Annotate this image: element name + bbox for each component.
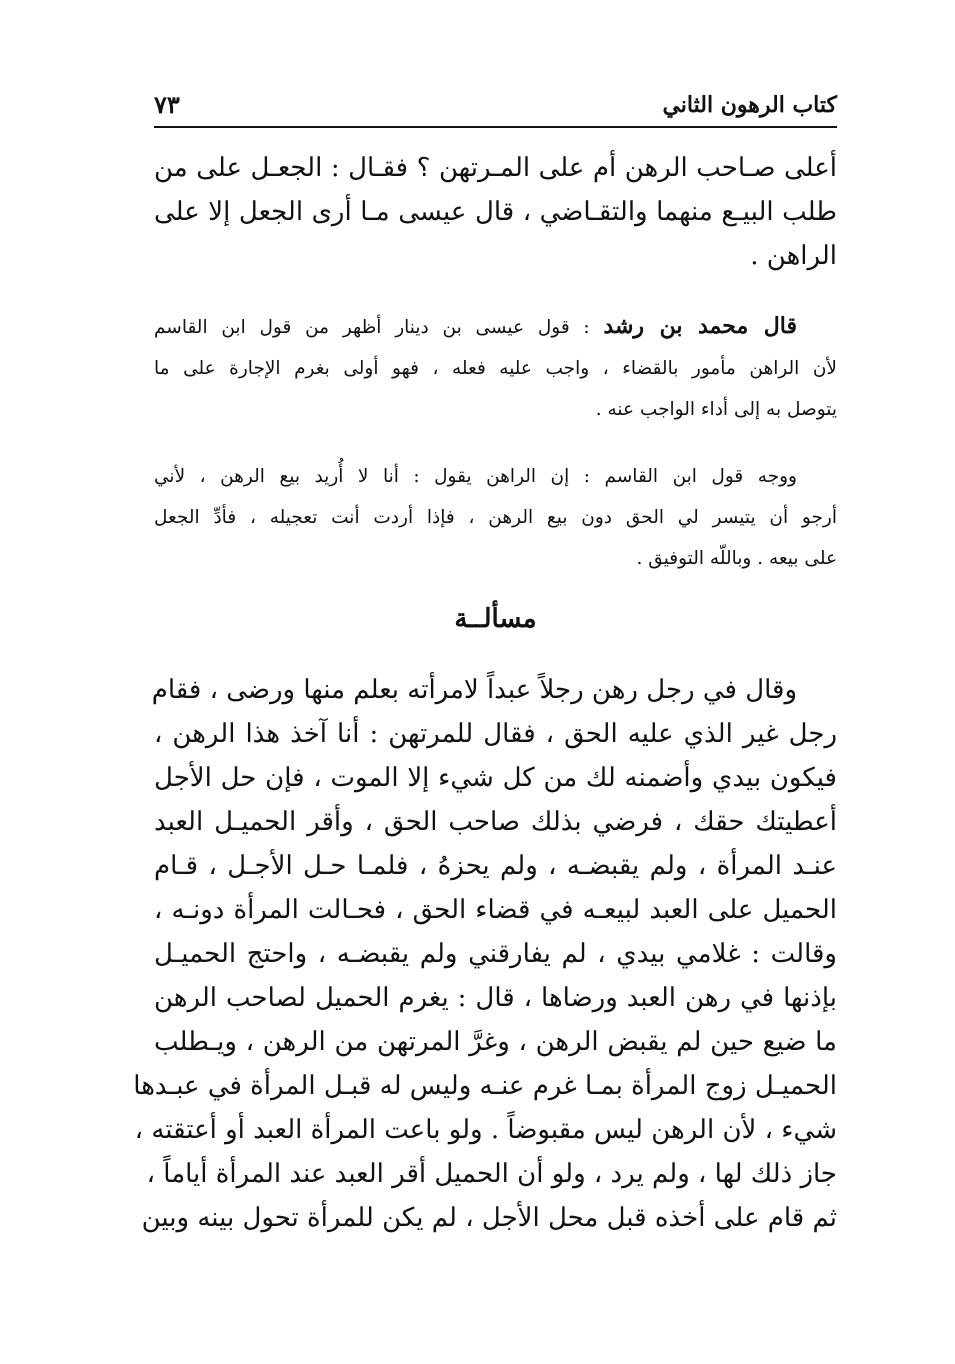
page-number: ٧٣ <box>154 90 180 119</box>
section-heading: مسألــة <box>454 604 537 634</box>
text-line: ما ضيع حين لم يقبض الرهن ، وغرَّ المرتهن من الرهن ، ويـطلب <box>154 1027 837 1057</box>
text-line: شيء ، لأن الرهن ليس مقبوضاً . ولو باعت المرأة العبد أو أعتقته ، <box>134 1115 837 1145</box>
text-line: وقال في رجل رهن رجلاً عبداً لامرأته بعلم منها ورضى ، فقام <box>151 675 797 705</box>
running-title: كتاب الرهون الثاني <box>662 92 837 118</box>
paragraph-ibn-rushd-commentary <box>154 306 837 430</box>
text-fragment: : قول عيسى بن دينار أظهر من قول ابن القاسم <box>154 317 604 338</box>
text-line: طلب البيـع منهما والتقـاضي ، قال عيسى مـا أرى الجعل إلا على <box>154 197 837 227</box>
text-line: على بيعه . وباللّه التوفيق . <box>636 548 837 569</box>
page-header <box>154 88 837 128</box>
text-line <box>154 306 837 348</box>
text-line: الراهن . <box>750 241 837 271</box>
text-line: جاز ذلك لها ، ولم يرد ، ولو أن الحميل أقر العبد عند المرأة أياماً ، <box>146 1159 837 1189</box>
text-line: رجل غير الذي عليه الحق ، فقال للمرتهن : أنا آخذ هذا الرهن ، <box>154 719 837 749</box>
text-line: ووجه قول ابن القاسم : إن الراهن يقول : أنا لا أُريد بيع الرهن ، لأني <box>154 466 797 487</box>
text-line: ثم قام على أخذه قبل محل الأجل ، لم يكن للمرأة تحول بينه وبين <box>141 1203 837 1233</box>
text-line: أعلى صـاحب الرهن أم على المـرتهن ؟ فقـال : الجعـل على من <box>154 153 837 183</box>
paragraph-ibn-al-qasim-reasoning <box>154 456 837 579</box>
text-line: الحميل على العبد لبيعـه في قضاء الحق ، فحـالت المرأة دونـه ، <box>154 895 837 925</box>
text-line: بإذنها في رهن العبد ورضاها ، قال : يغرم الحميل لصاحب الرهن <box>154 983 837 1013</box>
text-line: عنـد المرأة ، ولم يقبضـه ، ولم يحزهُ ، فلمـا حـل الأجـل ، قـام <box>154 851 837 881</box>
text-line: وقالت : غلامي بيدي ، لم يفارقني ولم يقبضـه ، واحتج الحميـل <box>154 939 837 969</box>
speaker-name: قال محمد بن رشد <box>603 313 797 339</box>
text-line: لأن الراهن مأمور بالقضاء ، واجب عليه فعله ، فهو أولى بغرم الإجارة على ما <box>154 358 837 379</box>
text-line: يتوصل به إلى أداء الواجب عنه . <box>595 399 837 420</box>
text-line: أعطيتك حقك ، فرضي بذلك صاحب الحق ، وأقر الحميـل العبد <box>154 807 837 837</box>
text-line: فيكون بيدي وأضمنه لك من كل شيء إلا الموت ، فإن حل الأجل <box>154 763 837 793</box>
paragraph-opening <box>154 146 837 278</box>
paragraph-masala <box>133 668 837 1240</box>
text-line: الحميـل زوج المرأة بمـا غرم عنـه وليس له قبـل المرأة في عبـدها <box>133 1071 837 1101</box>
text-line: أرجو أن يتيسر لي الحق دون بيع الرهن ، فإذا أردت أنت تعجيله ، فأدِّ الجعل <box>154 507 837 528</box>
